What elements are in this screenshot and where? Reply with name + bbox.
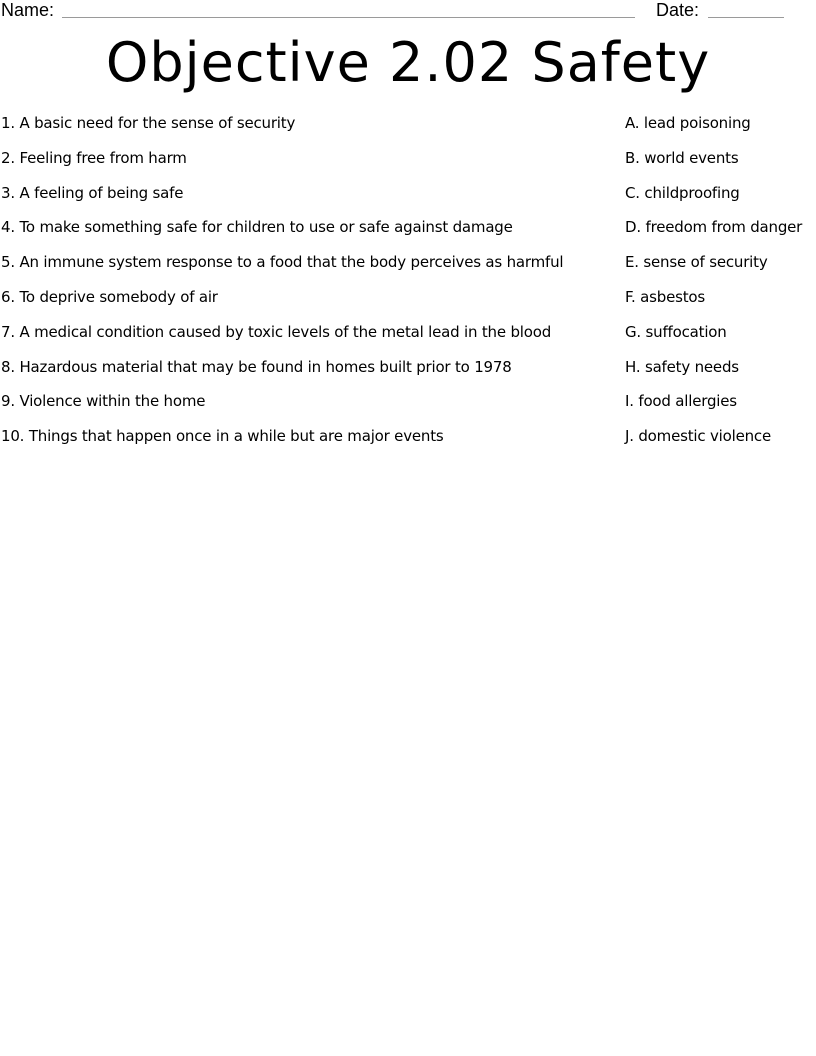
question-item: 4. To make something safe for children to use or safe against damage [1, 218, 513, 237]
answer-item: B. world events [625, 148, 739, 167]
date-blank-line [708, 17, 784, 18]
matching-row [0, 321, 816, 356]
answer-item: E. sense of security [625, 253, 768, 272]
answer-item: J. domestic violence [625, 427, 771, 446]
matching-row [0, 182, 816, 217]
matching-row [0, 286, 816, 321]
answer-item: A. lead poisoning [625, 114, 751, 132]
name-label: Name: [1, 0, 55, 20]
question-item: 5. An immune system response to a food that the body perceives as harmful [1, 253, 564, 272]
matching-row [0, 425, 816, 460]
matching-row [0, 356, 816, 391]
answer-item: C. childproofing [625, 183, 740, 202]
question-item: 9. Violence within the home [1, 392, 206, 411]
matching-list [0, 112, 816, 460]
answer-item: I. food allergies [625, 392, 737, 411]
question-item: 3. A feeling of being safe [1, 183, 184, 202]
matching-row [0, 390, 816, 425]
answer-item: H. safety needs [625, 357, 739, 376]
question-item: 1. A basic need for the sense of security [1, 114, 296, 132]
page-title: Objective 2.02 Safety [105, 31, 711, 94]
matching-row [0, 251, 816, 286]
matching-row [0, 112, 816, 147]
name-blank-line [62, 17, 635, 18]
answer-item: F. asbestos [625, 287, 705, 306]
answer-item: G. suffocation [625, 322, 727, 341]
question-item: 7. A medical condition caused by toxic levels of the metal lead in the blood [1, 322, 552, 341]
question-item: 2. Feeling free from harm [1, 148, 187, 167]
question-item: 8. Hazardous material that may be found in homes built prior to 1978 [1, 357, 512, 376]
date-label: Date: [656, 0, 700, 20]
answer-item: D. freedom from danger [625, 218, 803, 237]
question-item: 6. To deprive somebody of air [1, 287, 218, 306]
worksheet-header [0, 0, 816, 24]
matching-row [0, 216, 816, 251]
matching-row [0, 147, 816, 182]
question-item: 10. Things that happen once in a while but are major events [1, 427, 444, 446]
